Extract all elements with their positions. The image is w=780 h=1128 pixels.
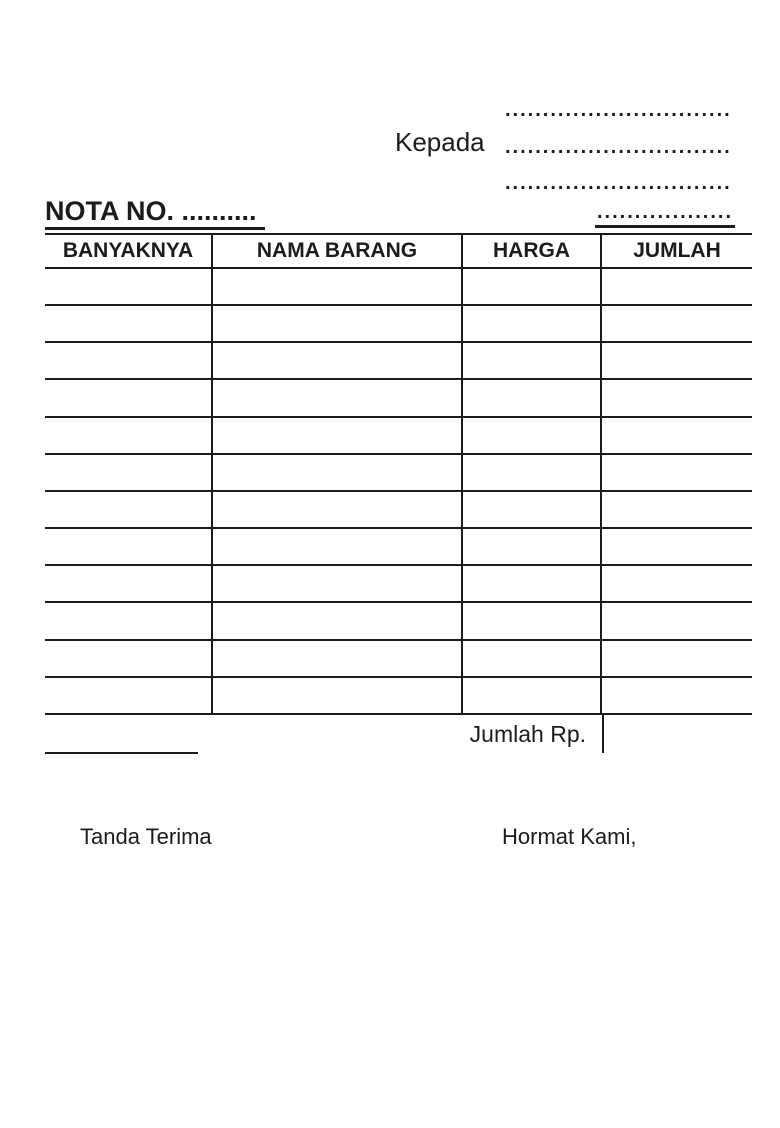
table-cell — [45, 269, 213, 304]
tanda-terima-label: Tanda Terima — [80, 824, 212, 849]
table-cell — [213, 343, 463, 378]
table-row — [45, 455, 752, 492]
table-cell — [463, 418, 602, 453]
table-cell — [602, 641, 752, 676]
table-cell — [463, 603, 602, 638]
table-cell — [602, 418, 752, 453]
table-cell — [213, 455, 463, 490]
table-cell — [45, 492, 213, 527]
table-body — [45, 269, 752, 715]
table-cell — [463, 678, 602, 713]
table-cell — [602, 678, 752, 713]
table-row — [45, 306, 752, 343]
table-cell — [213, 603, 463, 638]
table-cell — [463, 566, 602, 601]
table-cell — [213, 380, 463, 415]
recipient-dotted-line: .............................. — [505, 172, 732, 194]
nota-date-dotted-line: .................. — [595, 201, 735, 228]
recipient-dotted-line: .............................. — [505, 135, 732, 158]
jumlah-total-label: Jumlah Rp. — [469, 721, 586, 747]
table-cell — [602, 603, 752, 638]
table-cell — [213, 641, 463, 676]
table-row — [45, 343, 752, 380]
table-cell — [602, 529, 752, 564]
table-cell — [602, 306, 752, 341]
table-cell — [463, 529, 602, 564]
table-cell — [463, 269, 602, 304]
header-cell-banyaknya: BANYAKNYA — [45, 235, 213, 267]
table-row — [45, 678, 752, 715]
table-cell — [463, 641, 602, 676]
table-cell — [213, 418, 463, 453]
table-cell — [602, 455, 752, 490]
table-row — [45, 603, 752, 640]
table-row — [45, 529, 752, 566]
table-row — [45, 380, 752, 417]
table-cell — [45, 418, 213, 453]
table-cell — [213, 678, 463, 713]
header-cell-harga: HARGA — [463, 235, 602, 267]
table-cell — [213, 529, 463, 564]
table-cell — [45, 678, 213, 713]
table-cell — [602, 380, 752, 415]
table-cell — [602, 269, 752, 304]
table-cell — [602, 566, 752, 601]
table-cell — [213, 492, 463, 527]
table-row — [45, 418, 752, 455]
table-cell — [213, 566, 463, 601]
table-cell — [463, 306, 602, 341]
table-cell — [213, 269, 463, 304]
kepada-label: Kepada — [395, 127, 485, 157]
items-table — [45, 233, 752, 715]
table-row — [45, 492, 752, 529]
table-row — [45, 566, 752, 603]
table-cell — [45, 380, 213, 415]
table-cell — [463, 380, 602, 415]
jumlah-total-cell — [602, 715, 752, 753]
nota-number-title: NOTA NO. .......... — [45, 196, 265, 230]
table-cell — [213, 306, 463, 341]
table-cell — [463, 455, 602, 490]
table-cell — [602, 492, 752, 527]
table-header-row — [45, 235, 752, 269]
table-row — [45, 641, 752, 678]
table-row — [45, 269, 752, 306]
hormat-kami-label: Hormat Kami, — [502, 824, 637, 849]
header-cell-jumlah: JUMLAH — [633, 239, 721, 262]
table-cell — [45, 343, 213, 378]
header-cell-nama-barang: NAMA BARANG — [213, 235, 463, 267]
table-cell — [45, 455, 213, 490]
signature-line — [45, 752, 198, 754]
recipient-dotted-line: .............................. — [505, 99, 732, 121]
table-cell — [45, 529, 213, 564]
recipient-address-lines — [505, 92, 732, 202]
table-cell — [45, 566, 213, 601]
table-cell — [602, 343, 752, 378]
table-cell — [45, 306, 213, 341]
table-cell — [45, 603, 213, 638]
table-cell — [463, 492, 602, 527]
total-row — [45, 715, 752, 753]
table-cell — [45, 641, 213, 676]
table-cell — [463, 343, 602, 378]
